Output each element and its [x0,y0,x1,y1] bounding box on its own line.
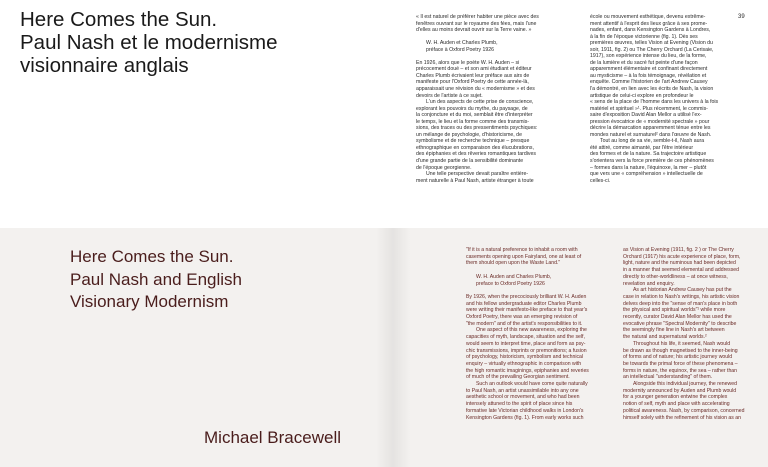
french-column-2 [590,14,755,184]
text-line: Throughout his life, it seemed, Nash would [633,340,731,347]
text-line: himself solely with the refinement of his vision as an [623,414,742,421]
text-line: "If it is a natural preference to inhabit a room with [466,247,578,253]
line-space [466,287,621,294]
french-title-line: Here Comes the Sun. [20,8,218,31]
text-line: the physical and spiritual worlds"¹ while more [623,307,726,314]
text-line: 1917), son expérience intense du lieu, de la forme, [590,53,707,60]
text-line: preface to Oxford Poetry 1926 [476,280,545,287]
text-line: explorant les pouvoirs du mythe, du paysage, de [416,105,528,112]
french-title [20,8,350,77]
english-title-line: Paul Nash and English [70,269,243,289]
text-line: précocement doué – et son ami étudiant et éditeur [416,66,532,73]
text-line: W. H. Auden and Charles Plumb, [476,273,552,280]
text-line: Orchard (1917) his acute experience of place, form, [623,253,741,260]
text-line: que vers une « compréhension » intellectuelle de [590,171,703,178]
text-line: and his fellow undergraduate editor Charles Plumb [466,300,582,307]
text-line: d'elles au moins devrait ouvrir sur la Terre vaine. » [416,27,532,34]
french-title-line: Paul Nash et le modernisme [20,31,278,54]
text-line: As art historian Andrew Causey has put the [633,287,732,294]
english-column-1 [466,247,621,421]
text-line: modernity announced by Auden and Plumb would [623,387,737,394]
text-line: for a younger generation entwine the complex [623,394,728,401]
text-line: case in relation to Nash's writings, his artistic vision [623,293,740,300]
text-line: de la lumière et du sacré fut peinte d'une façon [590,59,698,66]
text-line: of much of the prevailing Georgian sentiment. [466,374,570,381]
text-line: matériel et spirituel »¹. Plus récemment, le commis- [590,105,708,112]
text-line: nades, enfant, dans Kensington Gardens à Londres, [590,27,711,34]
text-line: intensely attuned to the spirit of place since his [466,401,573,408]
gutter-shadow [376,228,410,467]
english-title [70,246,370,314]
text-line: forms in nature, the equinox, the sea – rather than [623,367,738,374]
text-line: capacities of myth, landscape, situation and the self, [466,334,585,341]
text-line: notion of self, myth and place with accelerating [623,401,730,408]
text-line: ment attentif à l'esprit des lieux grâce à ses prome- [590,20,708,27]
text-line: un mélange de psychologie, d'historicisme, de [416,131,522,138]
text-line: directly to other-worldliness – at once witness, [623,273,728,280]
text-line: – formes dans la nature, l'équinoxe, la mer – plutôt [590,164,707,171]
text-line: be drawn as though magnetised to the inner-being [623,347,738,354]
text-line: au mysticisme – à la fois témoignage, révélation et [590,72,707,79]
text-line: soir, 1911, fig. 2) ou The Cherry Orchard (La Cerisaie, [590,46,714,53]
text-line: Charles Plumb écrivaient leur préface aux airs de [416,72,530,79]
text-line: été attiré, comme aimanté, par l'être intérieur [590,144,694,151]
text-line: des formes et de la nature. Sa trajectoire artistique [590,151,707,158]
text-line: Oxford Poetry, there was an emerging revision of [466,314,578,320]
text-line: revelation and enquiry. [623,280,675,287]
text-line: the seemingly fine line in Nash's art between [623,327,725,334]
line-space [466,267,621,274]
text-line: "the modern" and of the artist's responsibilities to it. [466,320,583,327]
text-line: la conjoncture et du moi, semblait être d'interpréter [416,112,533,119]
french-page [0,0,768,228]
french-column-1 [416,14,576,184]
english-title-line: Here Comes the Sun. [70,247,234,266]
text-line: enquiry – virtually ethnographic in comparison with [466,360,582,367]
text-line: ment naturelle à Paul Nash, artiste étranger à toute [416,177,534,184]
text-line: chic transmissions, imprints or premonitions; a fusion [466,347,587,354]
text-line: des épiphanies et des rêveries romantiques tardives [416,151,536,158]
text-line: By 1926, when the precociously brilliant W. H. Auden [466,293,587,300]
text-line: Such an outlook would have come quite naturally [476,381,588,388]
text-line: décrire la démarcation apparemment ténue entre les [590,125,711,132]
text-line: casements opening upon Fairyland, one at least of [466,253,582,260]
text-line: the natural and supernatural worlds.² [623,334,707,341]
text-line: were writing their manifesto-like preface to that year's [466,307,588,314]
text-line: fenêtres ouvrant sur le royaume des fées, mais l'une [416,20,537,27]
text-line: le temps, le lieu et la forme comme des transmis- [416,118,530,125]
text-line: s'orientera vers la force première de ces phénomènes [590,158,714,165]
text-line: Kensington Gardens (fig. 1). From early works such [466,414,584,421]
text-line: political awareness. Nash, by comparison, concerned [623,407,745,414]
text-line: in a manner that seemed elemental and addressed [623,267,740,274]
text-line: école ou mouvement esthétique, devenu extrême- [590,14,706,20]
text-line: sions, des traces ou des pressentiments psychiques: [416,125,538,132]
text-line: of psychology, historicism, symbolism and technical [466,354,584,361]
text-line: « Il est naturel de préférer habiter une pièce avec des [416,14,539,20]
text-line: One aspect of this new awareness, exploring the [476,327,587,334]
text-line: Tout au long de sa vie, semble-t-il, Nash aura [600,138,705,145]
text-line: de l'époque georgienne. [416,164,472,171]
text-line: à la fin de l'époque victorienne (fig. 1). Dès ses [590,33,698,40]
text-line: apparaissait une révision du « modernisme » et des [416,86,535,93]
text-line: premières œuvres, telles Vision at Evening (Vision du [590,40,713,47]
text-line: of forms and of nature; his artistic journey would [623,354,733,361]
text-line: recently, curator David Alan Mellor has used the [623,314,732,321]
text-line: evocative phrase "Spectral Modernity" to describe [623,320,737,327]
text-line: as Vision at Evening (1911, fig. 2 ) or The Cherry [623,247,734,253]
text-line: d'une grande partie de la sensibilité dominante [416,158,524,165]
text-line: enquête. Comme l'historien de l'art Andrew Causey [590,79,708,86]
text-line: l'a démontré, en lien avec les écrits de Nash, la vision [590,86,714,93]
text-line: an intellectual "understanding" of them. [623,374,713,381]
text-line: pression évocatrice de « modernité spectrale » pour [590,118,710,125]
text-line: Alongside this individual journey, the renewed [633,381,737,388]
text-line: formative late Victorian childhood walks in London's [466,407,584,414]
french-title-line: visionnaire anglais [20,54,189,77]
text-line: be towards the primal force of these phenomena – [623,360,738,367]
text-line: saire d'exposition David Alan Mellor a utilisé l'ex- [590,112,702,119]
text-line: would seem to interpret time, place and form as psy- [466,340,586,347]
text-line: to Paul Nash, an artist unassimilable into any one [466,387,579,394]
text-line: devoirs de l'artiste à ce sujet. [416,92,483,99]
text-line: mondes naturel et surnaturel² dans l'œuvre de Nash. [590,131,712,138]
text-line: them should open upon the Waste Land." [466,260,561,267]
text-line: the high romantic imaginings, epiphanies and reveries [466,367,589,374]
text-line: W. H. Auden et Charles Plumb, [426,40,498,47]
text-line: « sens de la place de l'homme dans les univers à la fois [590,99,719,106]
text-line: symbolisme et de recherche technique – presque [416,138,530,145]
author-name: Michael Bracewell [204,428,341,447]
text-line: light, nature and the numinous had been depicted [623,260,736,267]
english-column-2 [623,247,765,421]
text-line: celles-ci. [590,177,611,184]
text-line: apparemment élémentaire et confinant directement [590,66,708,73]
english-title-line: Visionary Modernism [70,292,229,311]
text-line: L'un des aspects de cette prise de conscience, [426,99,534,106]
text-line: delves deep into the "sense of man's place in both [623,300,738,307]
text-line: préface à Oxford Poetry 1926 [426,46,495,53]
text-line: manifeste pour l'Oxford Poetry de cette année-là, [416,79,529,86]
text-line: ethnographique en comparaison des élucubrations, [416,144,534,151]
text-line: artistique de celui-ci explore en profondeur le [590,92,694,99]
page-number: 39 [738,14,745,20]
text-line: En 1926, alors que le poète W. H. Auden – si [416,59,520,66]
text-line: Une telle perspective devait paraître entière- [426,171,529,178]
text-line: aesthetic school or movement, and who had been [466,394,580,401]
